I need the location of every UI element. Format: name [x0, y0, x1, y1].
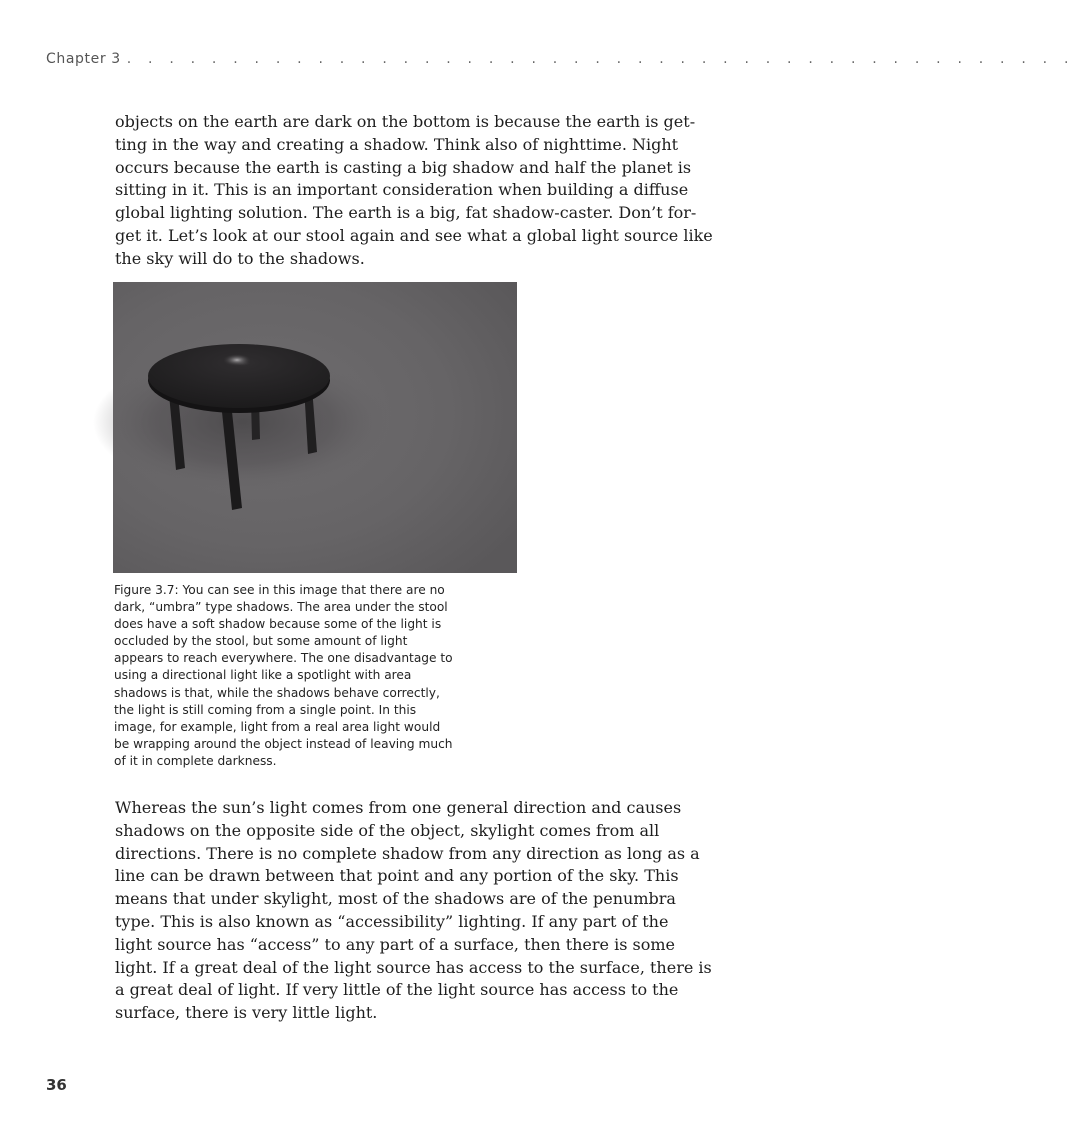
caption-line: shadows is that, while the shadows behave correctly,: [114, 685, 440, 700]
caption-line: using a directional light like a spotlight with area: [114, 668, 412, 683]
caption-line: appears to reach everywhere. The one disadvantage to: [114, 651, 453, 666]
dot-leader: . . . . . . . . . . . . . . . . . . . . . . . . . . . . . . . . . . . . . . . . . . . . .: [126, 51, 1075, 67]
caption-line: does have a soft shadow because some of the light is: [114, 617, 442, 632]
figure-caption: [114, 582, 524, 770]
caption-line: occluded by the stool, but some amount of light: [114, 634, 408, 649]
text-line: surface, there is very little light.: [115, 1003, 378, 1023]
running-head: [46, 51, 1075, 73]
figure-stool-render: [113, 282, 517, 573]
caption-line: of it in complete darkness.: [114, 753, 277, 768]
text-line: means that under skylight, most of the shadows are of the penumbra: [115, 889, 676, 909]
text-line: global lighting solution. The earth is a big, fat shadow-caster. Don’t for-: [115, 203, 697, 223]
text-line: get it. Let’s look at our stool again and see what a global light source like: [115, 225, 713, 245]
specular-highlight: [223, 354, 251, 366]
text-line: a great deal of light. If very little of the light source has access to the: [115, 980, 679, 1000]
text-line: objects on the earth are dark on the bottom is because the earth is get-: [115, 112, 696, 131]
caption-line: dark, “umbra” type shadows. The area under the stool: [114, 600, 448, 615]
page-number: 36: [46, 1076, 67, 1094]
text-line: type. This is also known as “accessibility” lighting. If any part of the: [115, 911, 669, 931]
text-line: sitting in it. This is an important consideration when building a diffuse: [115, 180, 689, 200]
text-line: line can be drawn between that point and any portion of the sky. This: [115, 866, 679, 886]
text-line: occurs because the earth is casting a big shadow and half the planet is: [115, 157, 692, 177]
text-line: Whereas the sun’s light comes from one general direction and causes: [115, 798, 682, 817]
stool-illustration: [113, 282, 517, 573]
body-paragraph-1: [115, 111, 715, 271]
text-line: directions. There is no complete shadow from any direction as long as a: [115, 843, 700, 863]
caption-line: Figure 3.7: You can see in this image that there are no: [114, 583, 445, 597]
text-line: light. If a great deal of the light source has access to the surface, there is: [115, 957, 712, 977]
caption-line: image, for example, light from a real area light would: [114, 719, 441, 734]
text-line: ting in the way and creating a shadow. Think also of nighttime. Night: [115, 134, 679, 154]
body-paragraph-2: [115, 797, 715, 1025]
text-line: the sky will do to the shadows.: [115, 248, 365, 268]
text-line: light source has “access” to any part of a surface, then there is some: [115, 934, 675, 954]
chapter-label: Chapter 3: [46, 51, 121, 67]
stool-seat: [148, 344, 330, 408]
caption-line: be wrapping around the object instead of leaving much: [114, 736, 453, 751]
text-line: shadows on the opposite side of the object, skylight comes from all: [115, 820, 660, 840]
caption-line: the light is still coming from a single point. In this: [114, 702, 417, 717]
